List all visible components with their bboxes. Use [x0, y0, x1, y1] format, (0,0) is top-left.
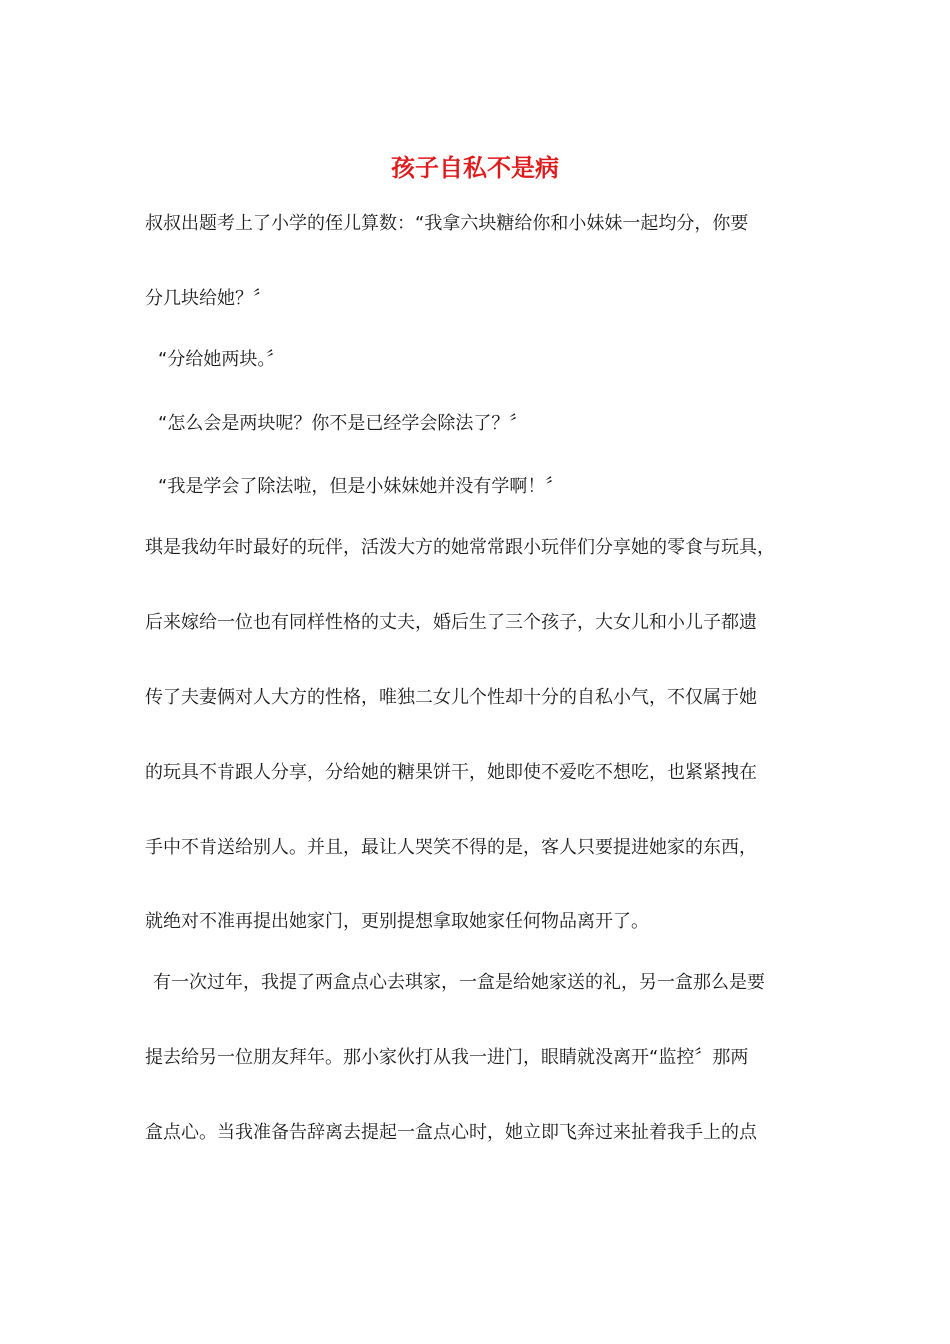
- text-line: 手中不肯送给别人。并且，最让人哭笑不得的是，客人只要提进她家的东西，: [145, 837, 757, 858]
- text-line: 有一次过年，我提了两盒点心去琪家，一盒是给她家送的礼，另一盒那么是要: [153, 972, 765, 993]
- dialog-line: “分给她两块。〞: [158, 349, 285, 370]
- text-line: 分几块给她？〞: [145, 288, 271, 309]
- document-title: 孩子自私不是病: [391, 153, 559, 182]
- text-line: 叔叔出题考上了小学的侄儿算数：“我拿六块糖给你和小妹妹一起均分，你要: [145, 213, 749, 234]
- text-line: 后来嫁给一位也有同样性格的丈夫，婚后生了三个孩子，大女儿和小儿子都遗: [145, 612, 757, 633]
- text-line: 传了夫妻俩对人大方的性格，唯独二女儿个性却十分的自私小气，不仅属于她: [145, 687, 757, 708]
- text-line: 盒点心。当我准备告辞离去提起一盒点心时，她立即飞奔过来扯着我手上的点: [145, 1122, 757, 1143]
- text-line: 琪是我幼年时最好的玩伴，活泼大方的她常常跟小玩伴们分享她的零食与玩具，: [145, 537, 775, 558]
- text-line: 就绝对不准再提出她家门，更别提想拿取她家任何物品离开了。: [145, 911, 649, 932]
- text-line: 提去给另一位朋友拜年。那小家伙打从我一进门，眼睛就没离开“监控〞那两: [145, 1047, 749, 1068]
- dialog-line: “我是学会了除法啦，但是小妹妹她并没有学啊！〞: [158, 476, 564, 497]
- text-line: 的玩具不肯跟人分享，分给她的糖果饼干，她即使不爱吃不想吃，也紧紧拽在: [145, 762, 757, 783]
- dialog-line: “怎么会是两块呢？你不是已经学会除法了？〞: [158, 413, 528, 434]
